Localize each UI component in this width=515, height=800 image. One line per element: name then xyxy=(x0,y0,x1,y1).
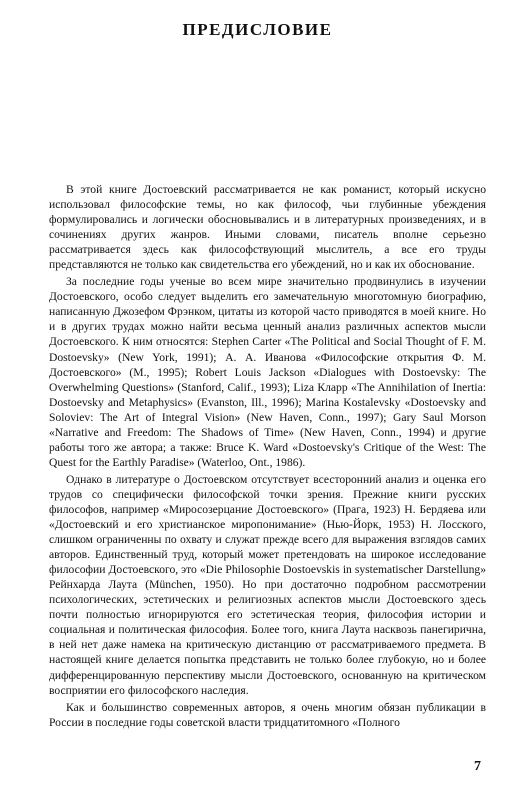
paragraph-1: В этой книге Достоевский рассматривается не как романист, который искусно использовал философские темы, но как философ, чьи глубинные убеждения формулировались и логически обосновывались и в литературных произведениях, и в сочинениях других жанров. Иными словами, писатель вполне серьезно рассматривается здесь как философствующий мыслитель, а все его труды представляются не только как свидетельства его убеждений, но и как их обоснование. xyxy=(49,183,486,272)
page-number: 7 xyxy=(474,759,481,774)
paragraph-2: За последние годы ученые во всем мире значительно продвинулись в изучении Достоевского, особо следует выделить его замечательную многотомную биографию, написанную Джозефом Фрэнком, цитаты из которой часто приводятся в моей книге. Но и в других трудах можно найти весьма ценный анализ различных аспектов мысли Достоевского. К ним относятся: Stephen Carter «The Political and Social Thought of F. M. Dostoevsky» (New York, 1991); А. А. Иванова «Философские открытия Ф. М. Достоевского» (М., 1995); Robert Louis Jackson «Dialogues with Dostoevsky: The Overwhelming Questions» (Stanford, Calif., 1993); Liza Клapp «The Annihilation of Inertia: Dostoevsky and Metaphysics» (Evanston, Ill., 1996); Marina Kostalevsky «Dostoevsky and Soloviev: The Art of Integral Vision» (New Haven, Conn., 1997); Gary Saul Morson «Narrative and Freedom: The Shadows of Time» (New Haven, Conn., 1994) и другие работы того же автора; а также: Bruce K. Ward «Dostoevsky's Critique of the West: The Quest for the Earthly Paradise» (Waterloo, Ont., 1986). xyxy=(49,275,486,469)
page-title: ПРЕДИСЛОВИЕ xyxy=(182,20,333,39)
paragraph-4: Как и большинство современных авторов, я очень многим обязан публикации в России в последние годы советской власти тридцатитомного «Полного xyxy=(49,700,486,729)
preface-body xyxy=(49,182,486,732)
paragraph-3: Однако в литературе о Достоевском отсутствует всесторонний анализ и оценка его трудов со специфически философской точки зрения. Прежние книги русских философов, например «Миросозерцание Достоевского» (Прага, 1923) Н. Бердяева или «Достоевский и его христианское миропонимание» (Нью-Йорк, 1953) Н. Лосского, слишком ограниченны по охвату и служат прежде всего для выражения взглядов самих авторов. Единственный труд, который может претендовать на широкое исследование философии Достоевского, это «Die Philosophie Dostoevskis in systematischer Darstellung» Рейнхарда Лаута (München, 1950). Но при достаточно подробном рассмотрении психологических, эстетических и религиозных аспектов мысли Достоевского здесь почти полностью игнорируются его эстетическая теория, философия истории и социальная и политическая философия. Более того, книга Лаута насквозь панегирична, в ней нет даже намека на критическую дистанцию от рассматриваемого предмета. В настоящей книге делается попытка представить не только более глубокую, но и более дифференцированную перспективу мысли Достоевского, основанную на критическом восприятии его философского наследия. xyxy=(49,472,486,697)
